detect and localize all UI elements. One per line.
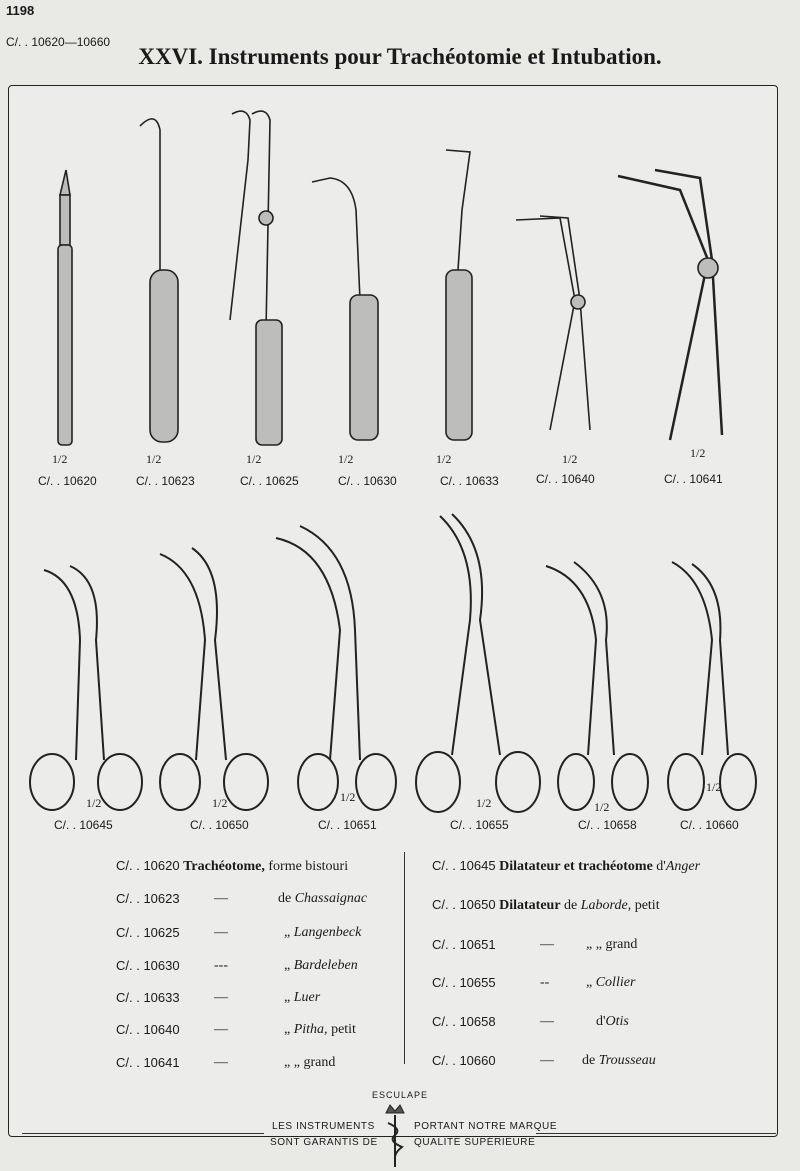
legend-left-name: „ „ grand xyxy=(284,1055,336,1070)
instrument-10641 xyxy=(618,170,722,440)
page-title: XXVI. Instruments pour Trachéotomie et Intubation. xyxy=(138,44,662,69)
legend-dash: --- xyxy=(214,958,228,973)
legend-right-row: C/. . 10658 xyxy=(432,1014,496,1029)
caduceus-logo-icon xyxy=(380,1103,410,1169)
caption-10625: C/. . 10625 xyxy=(240,474,299,488)
legend-dash: — xyxy=(540,1014,554,1029)
scale-10658: 1/2 xyxy=(594,800,610,814)
scale-10660: 1/2 xyxy=(706,780,722,794)
instruments-row-2 xyxy=(0,510,800,820)
footer-rule-right xyxy=(536,1133,776,1134)
footer-rule-left xyxy=(22,1133,264,1134)
legend-dash: — xyxy=(214,925,228,940)
legend-left-name: de Chassaignac xyxy=(278,891,368,906)
caption-10658: C/. . 10658 xyxy=(578,818,637,832)
legend-dash: -- xyxy=(540,975,550,990)
legend-left-row: C/. . 10620 Trachéotome, forme bistouri xyxy=(116,858,349,874)
instrument-10623 xyxy=(140,119,178,442)
legend-right-name: d'Otis xyxy=(596,1014,629,1029)
legend-dash: — xyxy=(214,1022,228,1037)
reference-range: C/. . 10620—10660 xyxy=(6,35,111,49)
legend-dash: — xyxy=(214,891,228,906)
page-number: 1198 xyxy=(6,3,35,18)
instrument-10650 xyxy=(160,548,268,810)
scale-10651: 1/2 xyxy=(340,790,356,804)
legend-left-row: C/. . 10623 xyxy=(116,891,180,906)
instrument-10655 xyxy=(416,514,540,812)
legend-right-row: C/. . 10645 Dilatateur et trachéotome d'Anger xyxy=(432,858,701,874)
caption-10640: C/. . 10640 xyxy=(536,472,595,486)
legend-right-name: „ „ grand xyxy=(586,937,638,952)
instrument-10633 xyxy=(446,150,472,440)
scale-10650: 1/2 xyxy=(212,796,228,810)
legend-right-name: „ Collier xyxy=(586,975,636,990)
scale-10620: 1/2 xyxy=(52,452,68,466)
legend-left-name: „ Bardeleben xyxy=(284,958,358,973)
legend-left-name: „ Luer xyxy=(284,990,321,1005)
scale-10645: 1/2 xyxy=(86,796,102,810)
instrument-10625 xyxy=(230,111,282,445)
scale-10630: 1/2 xyxy=(338,452,354,466)
caption-10651: C/. . 10651 xyxy=(318,818,377,832)
scale-10625: 1/2 xyxy=(246,452,262,466)
scale-10655: 1/2 xyxy=(476,796,492,810)
caption-10660: C/. . 10660 xyxy=(680,818,739,832)
guarantee-line1-right: PORTANT NOTRE MARQUE xyxy=(414,1121,558,1132)
instrument-10658 xyxy=(546,562,648,810)
caption-10650: C/. . 10650 xyxy=(190,818,249,832)
scale-10633: 1/2 xyxy=(436,452,452,466)
caption-10623: C/. . 10623 xyxy=(136,474,195,488)
instrument-10620 xyxy=(58,170,72,445)
legend-dash: — xyxy=(540,937,554,952)
legend-left-row: C/. . 10641 xyxy=(116,1055,180,1070)
instruments-row-1 xyxy=(0,100,800,500)
legend-left-name: „ Pitha, petit xyxy=(284,1022,356,1037)
legend-left-row: C/. . 10633 xyxy=(116,990,180,1005)
legend-left-name: „ Langenbeck xyxy=(284,925,362,940)
legend-right-row: C/. . 10650 Dilatateur de Laborde, petit xyxy=(432,897,660,913)
instrument-10651 xyxy=(276,526,396,810)
scale-10640: 1/2 xyxy=(562,452,578,466)
instrument-10640 xyxy=(516,216,590,430)
legend-divider xyxy=(404,852,405,1064)
scale-10623: 1/2 xyxy=(146,452,162,466)
caption-10641: C/. . 10641 xyxy=(664,472,723,486)
guarantee-line2-left: SONT GARANTIS DE xyxy=(270,1137,378,1148)
legend-left-row: C/. . 10630 xyxy=(116,958,180,973)
caption-10645: C/. . 10645 xyxy=(54,818,113,832)
legend-dash: — xyxy=(214,1055,228,1070)
brand-name: ESCULAPE xyxy=(371,1090,429,1100)
legend-left-row: C/. . 10640 xyxy=(116,1022,180,1037)
legend-right-name: de Trousseau xyxy=(582,1053,656,1068)
instrument-10660 xyxy=(668,562,756,810)
legend-left-row: C/. . 10625 xyxy=(116,925,180,940)
guarantee-line1-left: LES INSTRUMENTS xyxy=(272,1121,375,1132)
guarantee-line2-right: QUALITÉ SUPÉRIEURE xyxy=(414,1137,536,1148)
instrument-10645 xyxy=(30,566,142,810)
instrument-10630 xyxy=(312,178,378,440)
caption-10655: C/. . 10655 xyxy=(450,818,509,832)
scale-10641: 1/2 xyxy=(690,446,706,460)
legend-right-row: C/. . 10655 xyxy=(432,975,496,990)
caption-10620: C/. . 10620 xyxy=(38,474,97,488)
caption-10630: C/. . 10630 xyxy=(338,474,397,488)
legend-right-row: C/. . 10651 xyxy=(432,937,496,952)
legend-dash: — xyxy=(214,990,228,1005)
legend-dash: — xyxy=(540,1053,554,1068)
caption-10633: C/. . 10633 xyxy=(440,474,499,488)
legend-right-row: C/. . 10660 xyxy=(432,1053,496,1068)
